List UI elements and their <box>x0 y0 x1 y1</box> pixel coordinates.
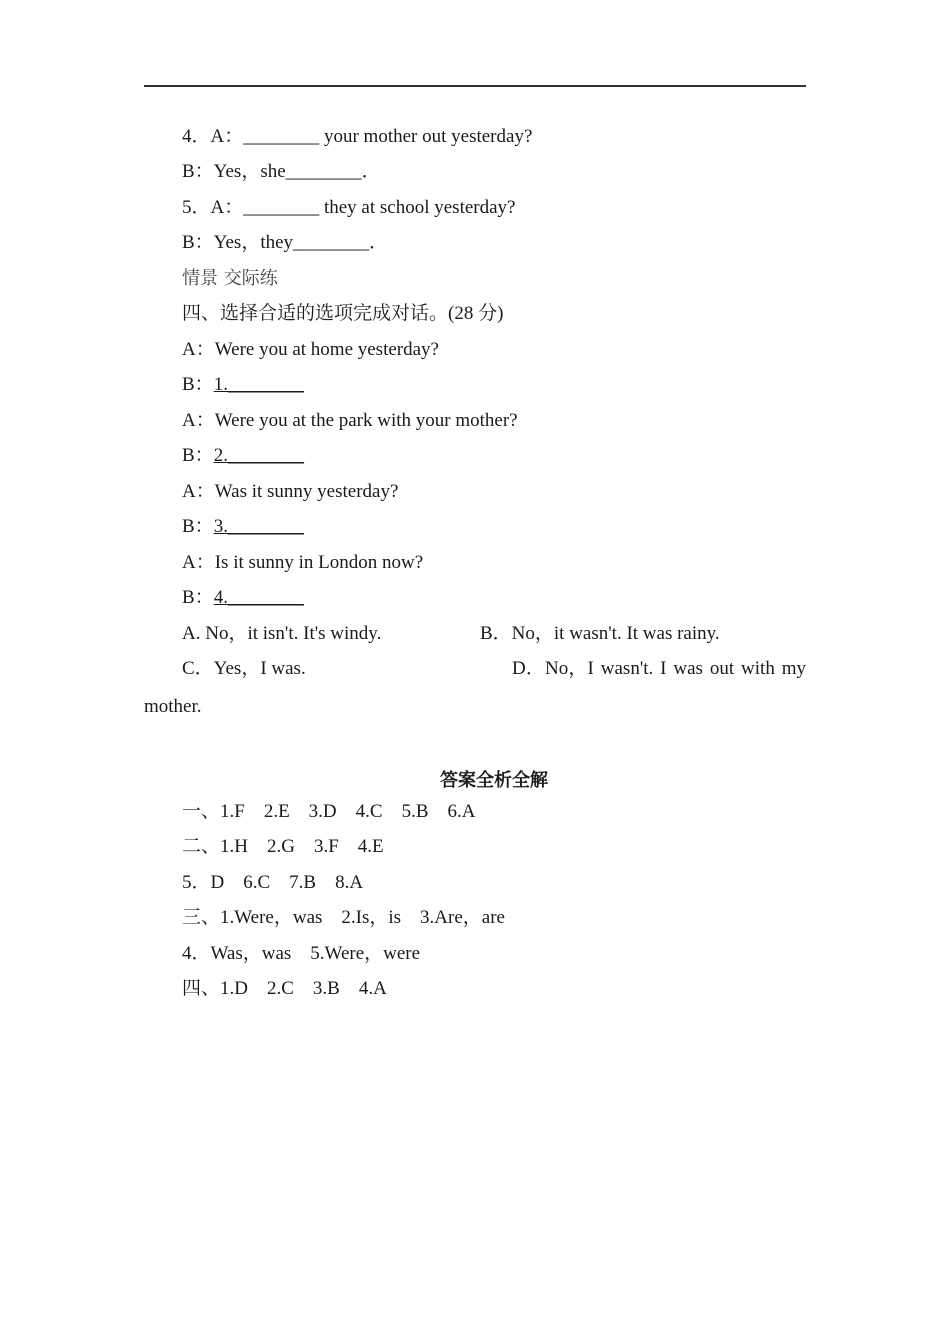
dialogue-4a: A：Is it sunny in London now? <box>182 552 424 573</box>
dialogue-1b <box>182 373 304 397</box>
answer-line-1: 一、1.F 2.E 3.D 4.C 5.B 6.A <box>182 801 476 822</box>
question-4b: B：Yes，she________． <box>182 161 381 182</box>
dialogue-4b <box>182 586 304 610</box>
answer-blank-2[interactable]: 2.________ <box>213 445 304 466</box>
dialogue-3b <box>182 515 304 539</box>
speaker-b: B： <box>182 516 214 537</box>
answer-line-3: 5．D 6.C 7.B 8.A <box>182 872 364 893</box>
question-5b: B：Yes，they________． <box>182 232 389 253</box>
speaker-b: B： <box>182 445 214 466</box>
section-label: 情景 交际练 <box>182 268 278 289</box>
answers-title: 答案全析全解 <box>440 770 548 791</box>
option-b: B．No，it wasn't. It was rainy. <box>480 623 720 644</box>
dialogue-3a: A：Was it sunny yesterday? <box>182 481 399 502</box>
answer-blank-1[interactable]: 1.________ <box>213 374 304 395</box>
option-d: D．No，I wasn't. I was out with my <box>512 658 806 679</box>
speaker-b: B： <box>182 587 214 608</box>
option-d-continued: mother. <box>144 696 202 717</box>
header-rule <box>144 85 806 87</box>
answer-blank-3[interactable]: 3.________ <box>213 516 304 537</box>
dialogue-1a: A：Were you at home yesterday? <box>182 339 439 360</box>
answer-line-4: 三、1.Were，was 2.Is，is 3.Are，are <box>182 907 505 928</box>
speaker-b: B： <box>182 374 214 395</box>
part4-title: 四、选择合适的选项完成对话。(28 分) <box>182 303 504 324</box>
question-5a: 5．A：________ they at school yesterday? <box>182 197 516 218</box>
dialogue-2a: A：Were you at the park with your mother? <box>182 410 518 431</box>
option-a: A. No，it isn't. It's windy. <box>182 623 382 644</box>
answer-line-5: 4．Was，was 5.Were，were <box>182 943 421 964</box>
dialogue-2b <box>182 444 304 468</box>
question-4a: 4．A：________ your mother out yesterday? <box>182 126 533 147</box>
answer-line-2: 二、1.H 2.G 3.F 4.E <box>182 836 384 857</box>
answer-line-6: 四、1.D 2.C 3.B 4.A <box>182 978 387 999</box>
answer-blank-4[interactable]: 4.________ <box>213 587 304 608</box>
option-c: C．Yes，I was. <box>182 658 306 679</box>
